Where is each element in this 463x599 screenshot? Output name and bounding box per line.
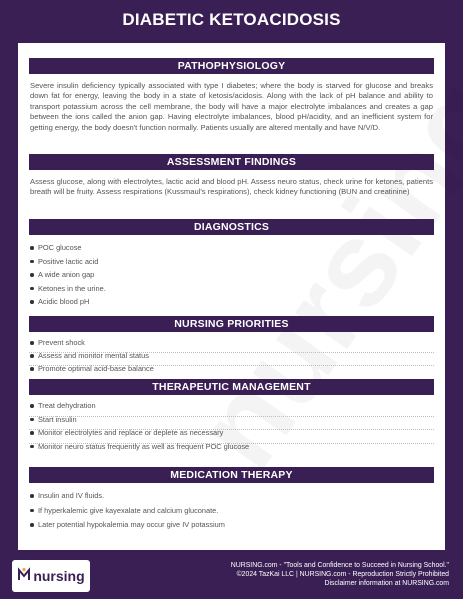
section-medication-therapy — [29, 467, 434, 535]
nursing-logo-icon — [17, 567, 31, 586]
list-item: Insulin and IV fluids. — [29, 491, 434, 506]
section-heading: NURSING PRIORITIES — [29, 316, 434, 332]
footer — [231, 561, 449, 588]
section-heading: PATHOPHYSIOLOGY — [29, 58, 434, 74]
list-item: If hyperkalemic give kayexalate and calcium gluconate. — [29, 506, 434, 521]
section-heading: MEDICATION THERAPY — [29, 467, 434, 483]
section-assessment-findings — [29, 154, 434, 198]
list-item: Promote optimal acid-base balance — [29, 364, 434, 377]
section-diagnostics — [29, 219, 434, 311]
section-paragraph: Assess glucose, along with electrolytes, lactic acid and blood pH. Assess neuro status, check urine for ketones, patients breath will be fruity. Assess respirations (Kussmaul's respirations), check kidney functioning (BUN and creatinine) — [30, 177, 433, 197]
list-item: POC glucose — [29, 243, 434, 257]
footer-copyright: ©2024 TazKai LLC | NURSING.com - Reproduction Strictly Prohibited — [236, 571, 449, 578]
list-item: Assess and monitor mental status — [29, 351, 434, 364]
list-item: Later potential hypokalemia may occur give IV potassium — [29, 520, 434, 535]
footer-disclaimer: Disclaimer information at NURSING.com — [324, 580, 449, 587]
nursing-logo[interactable] — [12, 560, 90, 592]
section-pathophysiology — [29, 58, 434, 133]
section-heading: DIAGNOSTICS — [29, 219, 434, 235]
section-heading: ASSESSMENT FINDINGS — [29, 154, 434, 170]
list-item: Prevent shock — [29, 338, 434, 351]
list-item: Start insulin — [29, 415, 434, 429]
list-item: Ketones in the urine. — [29, 284, 434, 298]
footer-tagline: NURSING.com - "Tools and Confidence to Succeed in Nursing School." — [230, 562, 449, 569]
list-item: Positive lactic acid — [29, 257, 434, 271]
content-sheet — [18, 43, 445, 550]
section-heading: THERAPEUTIC MANAGEMENT — [29, 379, 434, 395]
list-item: Treat dehydration — [29, 401, 434, 415]
list-item: Monitor neuro status frequently as well as frequent POC glucose — [29, 442, 434, 456]
section-paragraph: Severe insulin deficiency typically associated with type I diabetes; where the body is starved for glucose and breaks down fat for energy, leaving the body in a state of ketosis/acidosis. Along with the lack of pH balance and ability to transport potassium across the cell membrane, the body will have a major electrolyte imbalances and creates a gap between the ions called the anion gap. Having electrolyte imbalances, blood pH/acidity, and an inefficient system for getting energy, the body doesn't function normally. Patients usually are altered mentally and have N/V/D. — [30, 81, 433, 132]
section-therapeutic-management — [29, 379, 434, 455]
list-item: Acidic blood pH — [29, 297, 434, 311]
document-title: DIABETIC KETOACIDOSIS — [122, 10, 341, 29]
section-nursing-priorities — [29, 316, 434, 377]
list-item: Monitor electrolytes and replace or deplete as necessary — [29, 428, 434, 442]
list-item: A wide anion gap — [29, 270, 434, 284]
logo-text: nursing — [33, 568, 85, 584]
